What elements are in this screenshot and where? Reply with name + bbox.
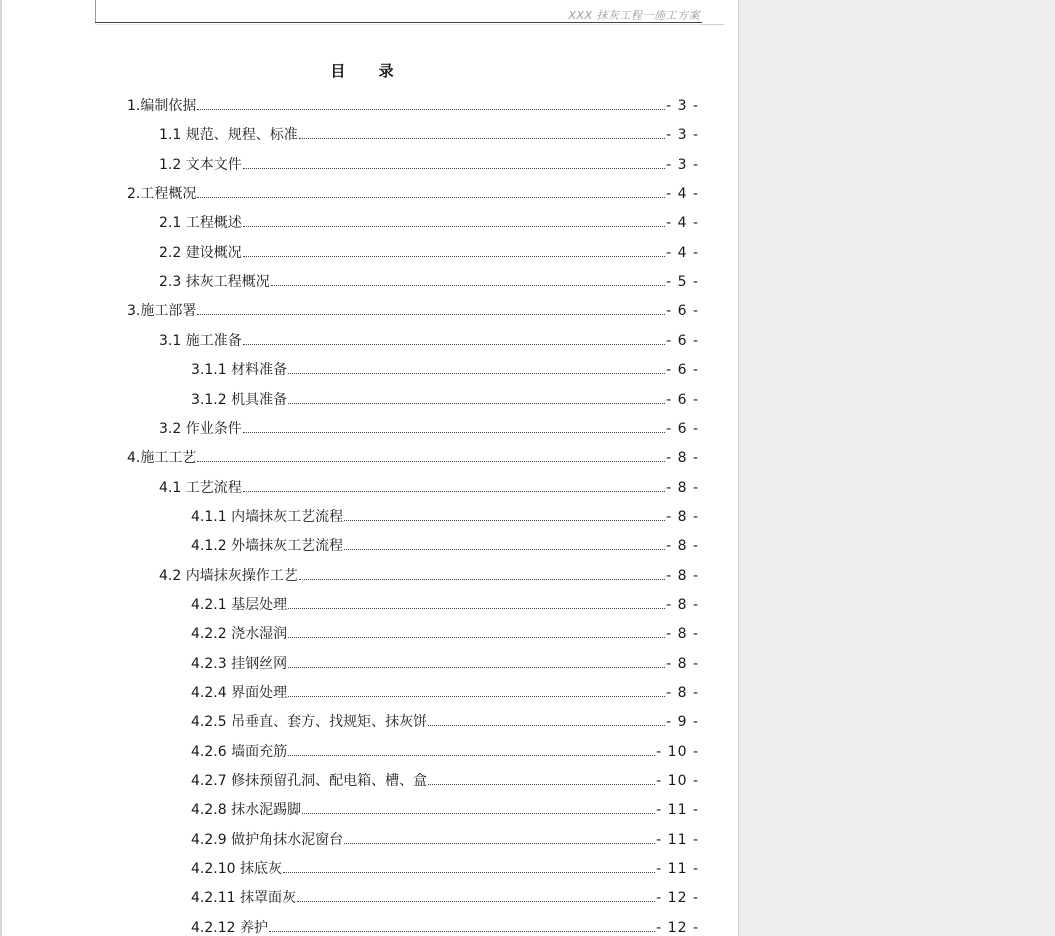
toc-dot-leader (428, 783, 655, 785)
toc-entry[interactable] (159, 114, 699, 143)
toc-entry-page: - 8 - (666, 538, 699, 555)
toc-dot-leader (288, 666, 665, 668)
page-left-edge (0, 0, 2, 936)
header-margin-mark (95, 0, 96, 23)
toc-entry-page: - 8 - (666, 685, 699, 701)
toc-entry-page: - 8 - (666, 655, 699, 672)
toc-entry[interactable] (191, 672, 699, 701)
header-rule-extension (702, 24, 724, 25)
toc-entry-page: - 11 - (656, 802, 699, 819)
toc-entry-page: - 6 - (666, 420, 699, 437)
toc-entry-label: 3.1.2 机具准备 (191, 391, 288, 408)
toc-entry-label: 2.1 工程概述 (159, 215, 242, 232)
header-rule (95, 22, 702, 23)
toc-dot-leader (197, 196, 665, 198)
toc-dot-leader (428, 724, 665, 726)
toc-dot-leader (288, 372, 665, 374)
toc-entry-label: 3.2 作业条件 (159, 420, 242, 437)
toc-entry-page: - 11 - (656, 861, 699, 878)
toc-dot-leader (299, 137, 665, 139)
toc-dot-leader (243, 431, 665, 433)
toc-entry-page: - 12 - (656, 919, 699, 936)
toc-entry-label: 4.2 内墙抹灰操作工艺 (159, 567, 298, 584)
toc-entry[interactable] (191, 848, 699, 877)
toc-dot-leader (302, 812, 655, 814)
page-header-text: XXX 抹灰工程一施工方案 (568, 9, 700, 22)
toc-entry-page: - 3 - (666, 156, 699, 173)
toc-entry-page: - 8 - (666, 450, 699, 467)
toc-entry[interactable] (127, 290, 699, 319)
toc-entry-label: 4.施工工艺 (127, 450, 197, 467)
toc-entry[interactable] (191, 819, 699, 848)
toc-entry-label: 4.2.7 修抹预留孔洞、配电箱、槽、盒 (191, 773, 428, 790)
toc-entry[interactable] (191, 877, 699, 906)
toc-dot-leader (288, 754, 655, 756)
toc-dot-leader (288, 402, 665, 404)
toc-entry-page: - 10 - (656, 743, 699, 760)
toc-entry-page: - 11 - (656, 831, 699, 848)
toc-entry[interactable] (191, 643, 699, 672)
toc-entry[interactable] (191, 496, 699, 525)
toc-entry-label: 4.2.6 墙面充筋 (191, 743, 288, 760)
toc-entry-page: - 8 - (666, 567, 699, 584)
toc-entry-page: - 5 - (666, 274, 699, 291)
toc-entry-label: 1.1 规范、规程、标准 (159, 127, 298, 144)
toc-entry-page: - 12 - (656, 890, 699, 907)
toc-entry-label: 4.2.8 抹水泥踢脚 (191, 802, 302, 819)
toc-dot-leader (269, 930, 655, 932)
toc-entry-label: 4.2.4 界面处理 (191, 685, 288, 701)
toc-entry-label: 2.3 抹灰工程概况 (159, 274, 270, 291)
toc-entry-label: 4.1.1 内墙抹灰工艺流程 (191, 508, 344, 525)
toc-dot-leader (344, 519, 665, 521)
toc-entry-page: - 10 - (656, 773, 699, 790)
toc-entry-label: 3.1.1 材料准备 (191, 362, 288, 379)
toc-entry[interactable] (159, 555, 699, 584)
toc-entry-label: 4.2.2 浇水湿润 (191, 626, 288, 643)
toc-dot-leader (243, 490, 665, 492)
toc-entry[interactable] (127, 437, 699, 466)
toc-dot-leader (243, 343, 665, 345)
toc-entry-page: - 6 - (666, 391, 699, 408)
toc-entry-label: 4.2.5 吊垂直、套方、找规矩、抹灰饼 (191, 714, 428, 731)
toc-entry-page: - 6 - (666, 332, 699, 349)
toc-entry-label: 4.2.10 抹底灰 (191, 861, 282, 878)
toc-entry-page: - 8 - (666, 596, 699, 613)
toc-entry[interactable] (191, 379, 699, 408)
toc-entry[interactable] (191, 525, 699, 554)
toc-entry-page: - 8 - (666, 479, 699, 496)
toc-entry-label: 4.1 工艺流程 (159, 479, 242, 496)
toc-entry-page: - 9 - (666, 714, 699, 731)
toc-entry-page: - 4 - (666, 186, 699, 203)
toc-dot-leader (299, 578, 665, 580)
toc-dot-leader (283, 871, 655, 873)
workspace-background (739, 0, 1055, 936)
header-rule-secondary (95, 24, 702, 25)
toc-dot-leader (344, 548, 665, 550)
toc-entry[interactable] (159, 467, 699, 496)
toc-entry-label: 3.1 施工准备 (159, 332, 242, 349)
toc-title: 目 录 (330, 62, 408, 80)
toc-dot-leader (288, 636, 665, 638)
toc-dot-leader (197, 313, 665, 315)
toc-entry[interactable] (191, 349, 699, 378)
toc-entry[interactable] (159, 320, 699, 349)
toc-entry[interactable] (159, 408, 699, 437)
toc-entry-page: - 6 - (666, 303, 699, 320)
toc-entry[interactable] (159, 144, 699, 173)
toc-entry-label: 1.编制依据 (127, 98, 197, 114)
toc-entry[interactable] (191, 731, 699, 760)
toc-entry-label: 1.2 文本文件 (159, 156, 242, 173)
toc-entry[interactable] (191, 613, 699, 642)
toc-dot-leader (271, 284, 665, 286)
toc-dot-leader (197, 460, 665, 462)
toc-dot-leader (344, 842, 655, 844)
toc-entry-label: 3.施工部署 (127, 303, 197, 320)
toc-entry-label: 4.2.11 抹罩面灰 (191, 890, 296, 907)
toc-entry-page: - 8 - (666, 508, 699, 525)
toc-entry-page: - 8 - (666, 626, 699, 643)
toc-entry-label: 4.2.1 基层处理 (191, 596, 288, 613)
toc-entry-page: - 3 - (666, 98, 699, 114)
toc-entry[interactable] (191, 701, 699, 730)
toc-entry[interactable] (127, 85, 699, 114)
toc-entry[interactable] (191, 584, 699, 613)
toc-entry-label: 2.2 建设概况 (159, 244, 242, 261)
toc-dot-leader (197, 108, 665, 110)
toc-entry-label: 4.2.3 挂钢丝网 (191, 655, 288, 672)
toc-entry-page: - 4 - (666, 244, 699, 261)
toc-dot-leader (243, 255, 665, 257)
toc-entry-label: 4.1.2 外墙抹灰工艺流程 (191, 538, 344, 555)
toc-entry[interactable] (159, 202, 699, 231)
toc-dot-leader (243, 167, 665, 169)
toc-entry-label: 2.工程概况 (127, 186, 197, 203)
toc-entry-label: 4.2.12 养护 (191, 919, 268, 936)
toc-dot-leader (288, 607, 665, 609)
toc-entry[interactable] (191, 760, 699, 789)
toc-entry[interactable] (159, 261, 699, 290)
toc-dot-leader (297, 900, 655, 902)
toc-entry[interactable] (159, 232, 699, 261)
toc-dot-leader (243, 225, 665, 227)
toc-entry[interactable] (191, 907, 699, 936)
toc-entry-page: - 6 - (666, 362, 699, 379)
toc-entry-label: 4.2.9 做护角抹水泥窗台 (191, 831, 344, 848)
toc-dot-leader (288, 695, 665, 697)
toc-entry[interactable] (191, 789, 699, 818)
toc-entry-page: - 3 - (666, 127, 699, 144)
toc-entry[interactable] (127, 173, 699, 202)
toc-entry-page: - 4 - (666, 215, 699, 232)
